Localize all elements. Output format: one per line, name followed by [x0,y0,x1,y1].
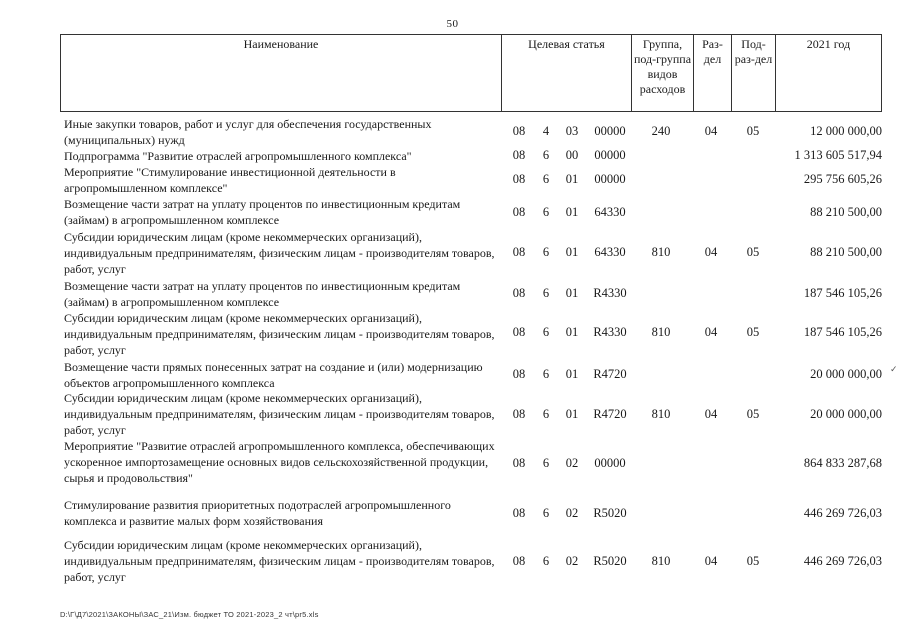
row-name: Мероприятие "Стимулирование инвестиционной деятельности в агропромышленном комплексе" [64,165,396,195]
row-code2: 6 [542,554,550,568]
row-subsection: 05 [746,245,760,259]
row-amount: 295 756 605,26 [803,172,882,186]
header-section: Раз-дел [693,35,731,111]
row-section: 04 [704,554,718,568]
table-row [60,537,890,587]
row-code3: 02 [565,456,579,470]
row-code1: 08 [512,456,526,470]
row-amount: 187 546 105,26 [803,325,882,339]
row-code1: 08 [512,286,526,300]
row-code1: 08 [512,172,526,186]
header-target: Целевая статья [501,35,631,111]
row-name: Возмещение части затрат на уплату процентов по инвестиционным кредитам (займам) в агропромышленном комплексе [64,279,461,309]
row-group: 810 [651,325,671,339]
row-subsection: 05 [746,554,760,568]
table-row [60,278,890,310]
row-code4: R4720 [593,367,627,381]
row-amount: 20 000 000,00 [810,407,882,421]
row-amount: 446 269 726,03 [803,554,882,568]
row-name: Субсидии юридическим лицам (кроме некоммерческих организаций), индивидуальным предпринимателям, физическим лицам - производителям товаров, работ, услуг [64,230,495,276]
row-code3: 01 [565,245,579,259]
row-code1: 08 [512,124,526,138]
row-code4: 64330 [594,245,626,259]
table-row [60,390,890,438]
row-amount: 446 269 726,03 [803,506,882,520]
row-section: 04 [704,245,718,259]
row-code1: 08 [512,245,526,259]
table-row [60,497,890,531]
row-subsection: 05 [746,407,760,421]
row-code4: 00000 [594,456,626,470]
table-row [60,116,890,146]
header-year: 2021 год [775,35,881,111]
row-code3: 01 [565,172,579,186]
page-number: 50 [446,18,459,30]
row-code4: R5020 [593,554,627,568]
row-code2: 6 [542,407,550,421]
row-code1: 08 [512,148,526,162]
row-code3: 02 [565,554,579,568]
row-amount: 187 546 105,26 [803,286,882,300]
row-code2: 6 [542,506,550,520]
scan-mark: ✓ [890,364,898,374]
row-name: Субсидии юридическим лицам (кроме некоммерческих организаций), индивидуальным предпринимателям, физическим лицам - производителям товаров, работ, услуг [64,311,495,357]
row-code1: 08 [512,325,526,339]
row-section: 04 [704,124,718,138]
row-group: 240 [651,124,671,138]
row-name: Субсидии юридическим лицам (кроме некоммерческих организаций), индивидуальным предпринимателям, физическим лицам - производителям товаров, работ, услуг [64,538,495,584]
row-section: 04 [704,407,718,421]
file-path-footer: D:\Г\Д7\2021\ЗАКОНЫ\ЗАС_21\Изм. бюджет ТО 2021-2023_2 чт\pr5.xls [60,610,319,619]
row-code2: 6 [542,245,550,259]
row-code1: 08 [512,205,526,219]
row-code3: 01 [565,407,579,421]
table-row [60,359,890,391]
header-group: Группа, под-группа видов расходов [631,35,693,111]
row-code2: 6 [542,172,550,186]
table-row [60,164,890,196]
row-section: 04 [704,325,718,339]
row-code2: 6 [542,456,550,470]
row-name: Возмещение части прямых понесенных затрат на создание и (или) модернизацию объектов агропромышленного комплекса [64,360,483,390]
row-code3: 01 [565,367,579,381]
row-code2: 4 [542,124,550,138]
row-code4: R4330 [593,325,627,339]
row-code3: 00 [565,148,579,162]
row-code3: 01 [565,205,579,219]
table-row [60,438,890,490]
row-subsection: 05 [746,325,760,339]
row-code4: R4720 [593,407,627,421]
row-amount: 12 000 000,00 [810,124,882,138]
row-subsection: 05 [746,124,760,138]
header-subsection: Под-раз-дел [731,35,775,111]
row-group: 810 [651,407,671,421]
row-code4: 64330 [594,205,626,219]
row-code3: 03 [565,124,579,138]
row-code3: 01 [565,286,579,300]
row-group: 810 [651,245,671,259]
table-row [60,310,890,358]
row-code4: 00000 [594,148,626,162]
row-code1: 08 [512,554,526,568]
table-row [60,196,890,228]
row-code1: 08 [512,407,526,421]
row-name: Стимулирование развития приоритетных подотраслей агропромышленного комплекса и развитие малых форм хозяйствования [64,498,451,528]
row-name: Субсидии юридическим лицам (кроме некоммерческих организаций), индивидуальным предпринимателям, физическим лицам - производителям товаров, работ, услуг [64,391,495,437]
row-name: Мероприятие "Развитие отраслей агропромышленного комплекса, обеспечивающих ускоренное импортозамещение основных видов сельскохозяйственной продукции, сырья и продовольствия" [64,439,495,485]
row-code2: 6 [542,325,550,339]
table-row [60,229,890,277]
table-header [60,34,882,112]
row-code1: 08 [512,506,526,520]
row-code2: 6 [542,205,550,219]
row-amount: 88 210 500,00 [810,205,882,219]
row-code4: R5020 [593,506,627,520]
row-name: Иные закупки товаров, работ и услуг для обеспечения государственных (муниципальных) нужд [64,117,432,147]
row-name: Возмещение части затрат на уплату процентов по инвестиционным кредитам (займам) в агропромышленном комплексе [64,197,461,227]
row-amount: 88 210 500,00 [810,245,882,259]
row-code4: 00000 [594,124,626,138]
row-code3: 01 [565,325,579,339]
header-name: Наименование [243,37,319,51]
row-code1: 08 [512,367,526,381]
row-code4: R4330 [593,286,627,300]
row-amount: 1 313 605 517,94 [794,148,882,162]
row-amount: 864 833 287,68 [803,456,882,470]
row-group: 810 [651,554,671,568]
row-code4: 00000 [594,172,626,186]
row-code2: 6 [542,148,550,162]
row-code2: 6 [542,367,550,381]
row-name: Подпрограмма "Развитие отраслей агропромышленного комплекса" [64,149,412,163]
row-code2: 6 [542,286,550,300]
row-code3: 02 [565,506,579,520]
row-amount: 20 000 000,00 [810,367,882,381]
